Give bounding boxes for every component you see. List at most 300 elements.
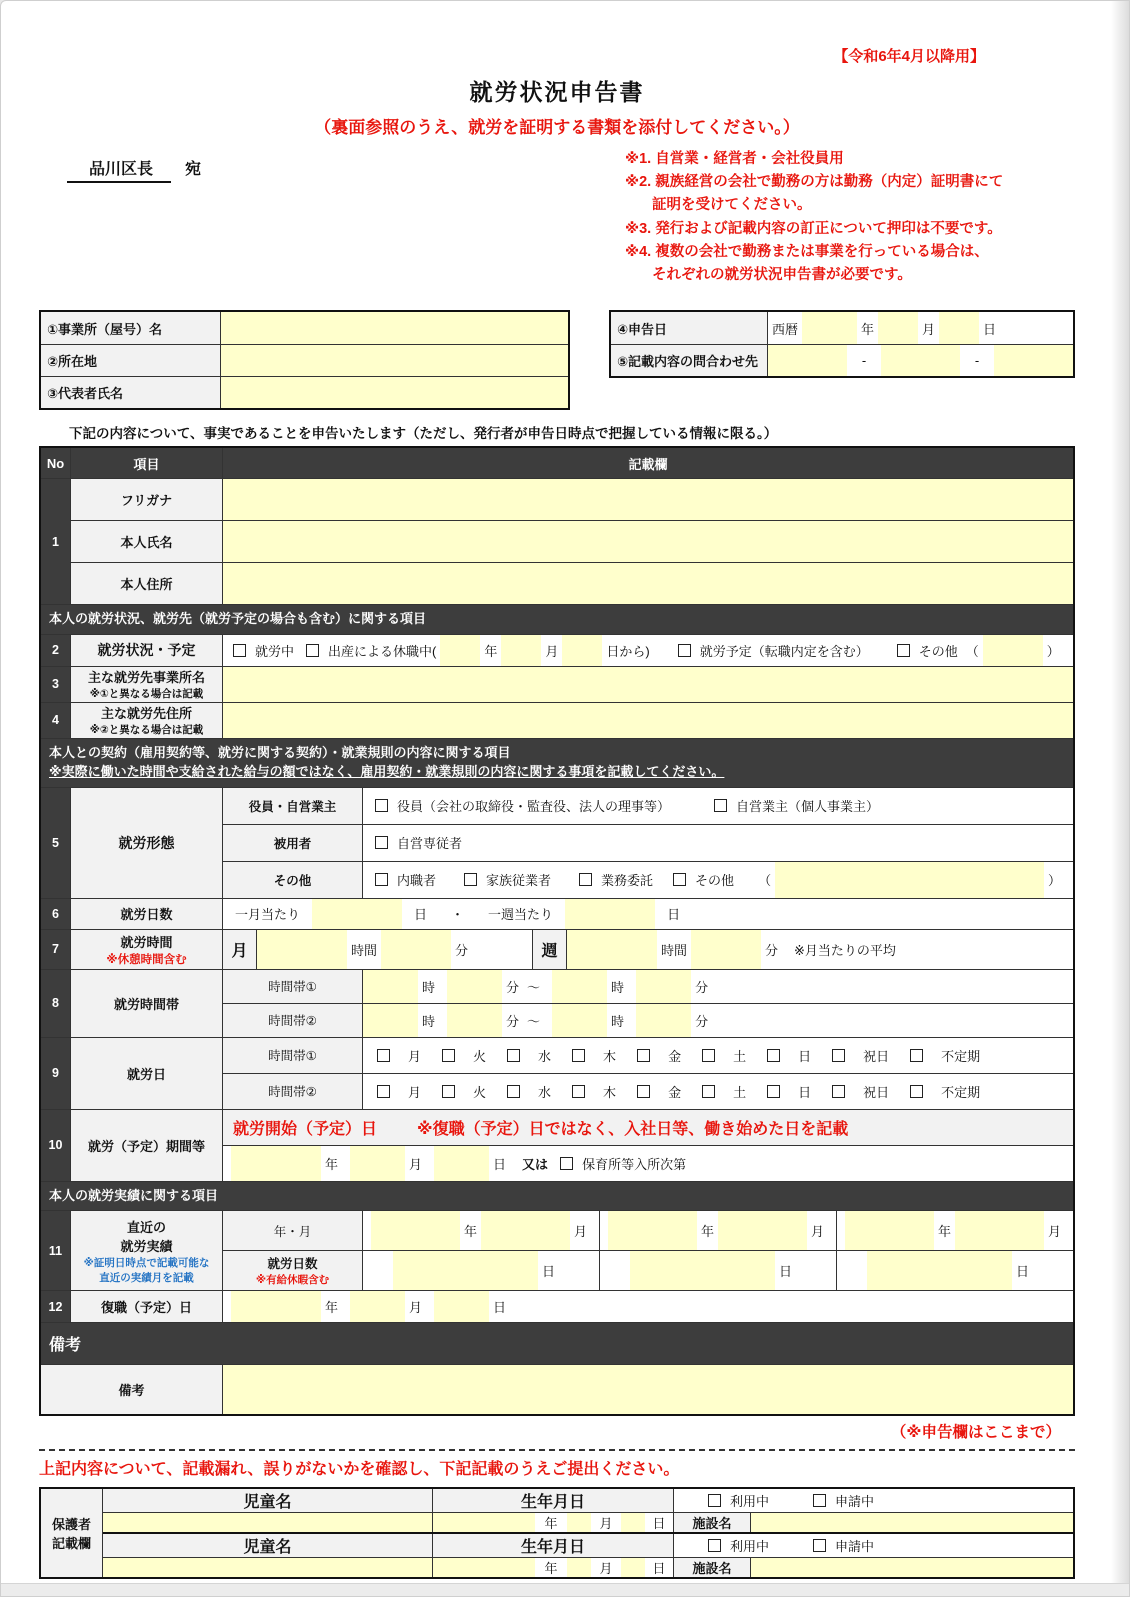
day-label: 水 [538,1084,552,1100]
row-4-no: 4 [41,703,71,738]
checkbox-day-tue-2[interactable] [442,1085,455,1098]
row-2 [41,634,1073,666]
day-label: 祝日 [863,1048,890,1064]
row-4-label: 主な就労先住所 [100,706,192,722]
checkbox-family-worker[interactable] [375,836,388,849]
checkbox-self-employed[interactable] [714,799,727,812]
checkbox-applying-1[interactable] [813,1494,826,1507]
checkbox-applying-2[interactable] [813,1539,826,1552]
workdays-sub-label: 就労日数 [267,1257,318,1272]
row-10-no: 10 [41,1110,71,1181]
maternity-day-input[interactable] [562,635,602,666]
return-month-input[interactable] [350,1291,405,1322]
checkbox-family-employee[interactable] [464,873,477,886]
day-label: 土 [733,1084,747,1100]
checkbox-day-sat-2[interactable] [702,1085,715,1098]
checkbox-day-thu-1[interactable] [572,1049,585,1062]
day-label: 土 [733,1048,747,1064]
phone-dash-1: - [847,345,881,376]
row-12-label: 復職（予定）日 [71,1291,223,1322]
checkbox-nursery-admission[interactable] [560,1157,573,1170]
record-days-2 [599,1251,836,1290]
child-2-name-input[interactable] [103,1558,433,1577]
row-12 [41,1290,1073,1322]
child-2-birth-input[interactable] [433,1558,674,1577]
checkbox-working[interactable] [233,644,246,657]
record-month-2-input[interactable] [718,1211,807,1250]
checkbox-holiday-2[interactable] [832,1085,845,1098]
child-1-input-row [103,1512,1073,1532]
days-per-week-input[interactable] [565,899,655,929]
checkbox-day-thu-2[interactable] [572,1085,585,1098]
facility-2-input[interactable] [751,1558,1073,1577]
addressee-and-notes [39,148,1075,298]
month-minutes-input[interactable] [381,930,451,969]
checkbox-irregular-1[interactable] [910,1049,923,1062]
maternity-month-input[interactable] [501,635,541,666]
band1-start-min-input[interactable] [447,970,502,1003]
declaration-text: 下記の内容について、事実であることを申告いたします（ただし、発行者が申告日時点で把握している情報に限る。） [69,426,778,441]
band1-end-hour-input[interactable] [552,970,607,1003]
start-date-header [223,1110,1073,1145]
checkbox-status-other[interactable] [897,644,910,657]
row-3-label-cell [71,667,223,702]
day-label: 不定期 [941,1048,981,1064]
checkbox-day-sat-1[interactable] [702,1049,715,1062]
start-year-input[interactable] [231,1146,321,1181]
per-month-day-label: 日 [414,907,428,923]
band2-entry [363,1004,1073,1037]
report-day-input[interactable] [939,312,979,344]
child-2-name-header: 児童名 [103,1534,433,1557]
month-label: 月 [922,321,936,337]
form-other-paren-close: ） [1047,873,1061,889]
note-line-5: ※4. 複数の会社で勤務または事業を行っている場合は、 [625,243,989,260]
furigana-label: フリガナ [71,479,223,520]
maternity-year-label: 年 [484,643,498,659]
facility-1-label: 施設名 [674,1513,751,1532]
row-7-week-segment [567,930,1073,969]
row-4 [41,702,1073,738]
record-year-1-label: 年 [463,1224,477,1240]
nursery-label: 保育所等入所次第 [582,1156,687,1172]
family-employee-label: 家族従業者 [486,873,552,889]
report-date-label: ④申告日 [611,312,768,344]
section-contract-line1: 本人との契約（雇用契約等、就労に関する契約）・就業規則の内容に関する項目 [49,744,511,760]
record-month-3 [836,1211,1073,1250]
checkbox-homeworker[interactable] [375,873,388,886]
homeworker-label: 内職者 [397,873,437,889]
report-date-row [768,312,1073,344]
checkbox-day-sun-1[interactable] [767,1049,780,1062]
checkbox-form-other[interactable] [673,873,686,886]
checkbox-irregular-2[interactable] [910,1085,923,1098]
row-6-no: 6 [41,899,71,929]
report-box [609,310,1075,378]
row-9 [41,1037,1073,1109]
self-employed-label: 自営業主（個人事業主） [736,799,880,815]
start-date-entry [223,1146,1073,1181]
return-month-label: 月 [409,1300,423,1316]
child-1-status [674,1489,1073,1512]
phone-part-3[interactable] [994,345,1073,376]
band1-entry [363,970,1073,1003]
business-address-input[interactable] [221,345,568,376]
workday-band2-label: 時間帯② [223,1074,363,1109]
section-work-record: 本人の就労実績に関する項目 [41,1181,1073,1211]
day-label: 不定期 [941,1084,981,1100]
row-5-no: 5 [41,788,71,898]
band1-end-hour-label: 時 [611,979,625,995]
day-label: 木 [603,1048,617,1064]
record-month-1 [363,1211,599,1250]
person-address-label: 本人住所 [71,563,223,604]
record-days-3-input[interactable] [867,1251,1012,1290]
band2-label: 時間帯② [223,1004,363,1037]
phone-part-2[interactable] [881,345,960,376]
addressee [67,156,201,298]
checkbox-holiday-1[interactable] [832,1049,845,1062]
phone-part-1[interactable] [768,345,847,376]
form-other-paren-open: （ [758,873,772,889]
child-2-day-label: 日 [645,1558,673,1577]
paren-close: ） [1046,643,1060,659]
era-label: 西暦 [772,321,799,337]
row-8 [41,969,1073,1037]
record-month-1-label: 月 [573,1224,587,1240]
row-7-no: 7 [41,930,71,969]
day-label: 日 [983,321,997,337]
record-days-2-label: 日 [778,1264,792,1280]
month-minutes-label: 分 [455,942,469,958]
band2-end-hour-input[interactable] [552,1004,607,1037]
band1-start-hour-label: 時 [422,979,436,995]
remarks-label: 備考 [41,1365,223,1414]
band1-end-min-label: 分 [695,979,709,995]
maternity-label: 出産による休職中( [328,643,437,659]
checkbox-day-mon-2[interactable] [377,1085,390,1098]
return-day-input[interactable] [434,1291,489,1322]
record-year-1-input[interactable] [371,1211,460,1250]
workdays-sub-note: ※有給休暇含む [255,1274,330,1287]
record-month-2 [599,1211,836,1250]
day-label: 金 [668,1084,682,1100]
main-table [39,446,1075,1416]
row-11-label-line2: 就労実績 [120,1238,173,1254]
day-label: 火 [473,1084,487,1100]
child-1-year-label: 年 [535,1513,567,1532]
row-9-no: 9 [41,1038,71,1109]
workday-band1-entry [363,1038,1073,1073]
band2-start-min-input[interactable] [447,1004,502,1037]
record-month-1-input[interactable] [481,1211,570,1250]
checkbox-work-planned[interactable] [678,644,691,657]
start-day-label: 日 [493,1156,507,1172]
child-2-input-row [103,1557,1073,1577]
record-year-2-label: 年 [700,1224,714,1240]
checkbox-day-wed-2[interactable] [507,1085,520,1098]
business-name-label: ①事業所（屋号）名 [41,312,221,344]
or-label: 又は [522,1156,549,1172]
return-day-label: 日 [493,1300,507,1316]
row-8-label: 就労時間帯 [71,970,223,1037]
row-6-entry [223,899,1073,929]
remarks-input[interactable] [223,1365,1073,1414]
row-7-label: 就労時間 [120,934,173,950]
record-year-3-input[interactable] [845,1211,934,1250]
band2-tilde: ～ [527,1013,541,1029]
furigana-input[interactable] [223,479,1073,520]
row-4-note: ※②と異なる場合は記載 [89,724,204,737]
note-line-3: 証明を受けてください。 [652,197,812,214]
days-per-month-input[interactable] [312,899,402,929]
row-10 [41,1109,1073,1181]
row-9-label: 就労日 [71,1038,223,1109]
band1-start-hour-input[interactable] [363,970,418,1003]
return-year-label: 年 [325,1300,339,1316]
checkbox-outsourcing[interactable] [579,873,592,886]
table-header-row [41,448,1073,478]
top-info-boxes [39,310,1075,410]
edition-tag: 【令和6年4月以降用】 [833,48,985,65]
week-hours-input[interactable] [567,930,657,969]
submission-instruction: 上記内容について、記載漏れ、誤りがないかを確認し、下記記載のうえご提出ください。 [39,1461,680,1479]
checkbox-in-use-1[interactable] [708,1494,721,1507]
week-hours-label: 時間 [661,942,688,958]
row-11-no: 11 [41,1211,71,1290]
per-month-label: 一月当たり [235,907,301,923]
record-days-1-input[interactable] [393,1251,538,1290]
month-unit-label: 月 [223,930,257,969]
workday-band2-entry [363,1074,1073,1109]
row-7-label-cell [71,930,223,969]
row-5-sub3-label: その他 [223,862,363,898]
header-no: No [41,448,71,478]
child-1-day-label: 日 [645,1513,673,1532]
row-3-no: 3 [41,667,71,702]
status-other-input[interactable] [983,635,1043,666]
checkbox-in-use-2[interactable] [708,1539,721,1552]
header-item: 項目 [71,448,223,478]
checkbox-officer[interactable] [375,799,388,812]
row-6-label: 就労日数 [71,899,223,929]
form-other-input[interactable] [775,862,1044,898]
report-year-input[interactable] [802,312,857,344]
child-2-month-input[interactable] [567,1558,591,1577]
section-divider [39,1449,1075,1451]
row-3-note: ※①と異なる場合は記載 [89,688,204,701]
working-label: 就労中 [255,643,295,659]
row-10-label: 就労（予定）期間等 [71,1110,223,1181]
main-workplace-name-input[interactable] [223,667,1073,702]
checkbox-day-wed-1[interactable] [507,1049,520,1062]
month-hours-input[interactable] [257,930,347,969]
person-address-input[interactable] [223,563,1073,604]
row-11-label-line1: 直近の [126,1219,166,1235]
row-11-note-line1: ※証明日時点で記載可能な [83,1256,210,1269]
main-workplace-address-input[interactable] [223,703,1073,738]
record-month-3-input[interactable] [955,1211,1044,1250]
day-label: 月 [408,1048,422,1064]
day-label: 日 [798,1084,812,1100]
section-contract [41,738,1073,787]
row-1-no: 1 [41,479,71,604]
start-month-input[interactable] [350,1146,405,1181]
child-1-birth-input[interactable] [433,1513,674,1532]
start-date-label: 就労開始（予定）日 [233,1120,378,1138]
employer-box [39,310,570,410]
per-week-label: 一週当たり [488,907,554,923]
scan-edge-right [1111,1,1129,1596]
row-5 [41,787,1073,898]
row-3-label: 主な就労先事業所名 [87,670,205,686]
header-entry: 記載欄 [223,448,1073,478]
band1-tilde: ～ [527,979,541,995]
in-use-label-2: 利用中 [730,1539,770,1555]
remarks-row [41,1364,1073,1414]
guardian-table [39,1487,1075,1579]
start-date-note: ※復職（予定）日ではなく、入社日等、働き始めた日を記載 [417,1120,849,1138]
row-2-entry [223,635,1073,666]
row-12-entry [223,1291,1073,1322]
note-line-6: それぞれの就労状況申告書が必要です。 [652,266,912,283]
maternity-month-label: 月 [545,643,559,659]
checkbox-day-tue-1[interactable] [442,1049,455,1062]
band2-start-min-label: 分 [506,1013,520,1029]
applying-label-2: 申請中 [835,1539,875,1555]
maternity-year-input[interactable] [440,635,480,666]
note-line-2: ※2. 親族経営の会社で勤務の方は勤務（内定）証明書にて [625,174,1004,191]
day-label: 金 [668,1048,682,1064]
checkbox-day-fri-2[interactable] [637,1085,650,1098]
start-month-label: 月 [409,1156,423,1172]
row-5-sub3-entry [363,862,1073,898]
return-year-input[interactable] [231,1291,321,1322]
band1-start-min-label: 分 [506,979,520,995]
representative-input[interactable] [221,377,568,408]
row-5-sub1-label: 役員・自営業主 [223,788,363,824]
facility-1-input[interactable] [751,1513,1073,1532]
status-other-label: その他 [918,643,958,659]
child-1-year-input[interactable] [433,1513,535,1532]
in-use-label-1: 利用中 [730,1494,770,1510]
record-days-3-label: 日 [1015,1264,1029,1280]
phone-dash-2: - [960,345,994,376]
week-minutes-label: 分 [765,942,779,958]
person-name-label: 本人氏名 [71,521,223,562]
workdays-sub-label-cell [223,1251,363,1290]
start-day-input[interactable] [434,1146,489,1181]
paren-open: （ [965,643,979,659]
child-1-day-input[interactable] [621,1513,645,1532]
maternity-day-from-label: 日から) [606,643,650,659]
checkbox-day-mon-1[interactable] [377,1049,390,1062]
row-11-note-line2: 直近の実績月を記載 [99,1271,194,1284]
day-label: 水 [538,1048,552,1064]
child-1-header-row [103,1489,1073,1512]
record-year-2-input[interactable] [608,1211,697,1250]
form-title: 就労状況申告書 [469,79,645,105]
child-1-birth-header: 生年月日 [433,1489,674,1512]
record-month-2-label: 月 [810,1224,824,1240]
day-label: 火 [473,1048,487,1064]
row-1 [41,478,1073,604]
band2-end-hour-label: 時 [611,1013,625,1029]
week-unit-label: 週 [533,930,567,969]
child-2-day-input[interactable] [621,1558,645,1577]
band1-end-min-input[interactable] [636,970,691,1003]
contact-phone-input[interactable] [768,345,1073,376]
child-2-header-row [103,1532,1073,1557]
day-label: 木 [603,1084,617,1100]
officer-label: 役員（会社の取締役・監査役、法人の理事等） [397,799,671,815]
form-subtitle: （裏面参照のうえ、就労を証明する書類を添付してください。） [314,118,800,137]
week-minutes-input[interactable] [691,930,761,969]
row-7-note: ※休憩時間含む [106,953,187,966]
applying-label-1: 申請中 [835,1494,875,1510]
start-year-label: 年 [325,1156,339,1172]
contact-label: ⑤記載内容の問合わせ先 [611,345,768,376]
checkbox-maternity-leave[interactable] [306,644,319,657]
child-2-birth-header: 生年月日 [433,1534,674,1557]
day-label: 月 [408,1084,422,1100]
business-address-label: ②所在地 [41,345,221,376]
representative-label: ③代表者氏名 [41,377,221,408]
form-other-label: その他 [695,873,735,889]
row-5-sub1-entry [363,788,1073,824]
scan-edge-bottom [1,1583,1129,1596]
note-line-4: ※3. 発行および記載内容の訂正について押印は不要です。 [625,220,1002,237]
outsourcing-label: 業務委託 [601,873,654,889]
child-1-name-input[interactable] [103,1513,433,1532]
family-worker-label: 自営専従者 [397,836,463,852]
end-of-declaration-note: （※申告欄はここまで） [890,1424,1061,1442]
year-label: 年 [861,321,875,337]
row-8-no: 8 [41,970,71,1037]
row-11-label-cell [71,1211,223,1290]
child-2-month-label: 月 [591,1558,621,1577]
row-5-sub2-label: 被用者 [223,825,363,861]
row-12-no: 12 [41,1291,71,1322]
child-2-status [674,1534,1073,1557]
record-days-2-input[interactable] [630,1251,775,1290]
band1-label: 時間帯① [223,970,363,1003]
row-7 [41,929,1073,969]
section-work-status: 本人の就労状況、就労先（就労予定の場合も含む）に関する項目 [41,604,1073,634]
monthly-average-note: ※月当たりの平均 [794,942,896,958]
checkbox-day-sun-2[interactable] [767,1085,780,1098]
band2-end-min-input[interactable] [636,1004,691,1037]
business-name-input[interactable] [221,312,568,344]
addressee-name: 品川区長 [67,156,171,183]
row-3 [41,666,1073,702]
row-11 [41,1210,1073,1290]
checkbox-day-fri-1[interactable] [637,1049,650,1062]
row-5-sub2-entry [363,825,1073,861]
child-1-month-input[interactable] [567,1513,591,1532]
child-2-year-input[interactable] [433,1558,535,1577]
record-days-3 [836,1251,1073,1290]
row-2-label: 就労状況・予定 [71,635,223,666]
guardian-section-label [41,1489,103,1577]
person-name-input[interactable] [223,521,1073,562]
addressee-suffix: 宛 [185,161,202,178]
report-month-input[interactable] [878,312,918,344]
guardian-label-line1: 保護者 [51,1517,91,1533]
dot-separator: ・ [451,907,465,923]
band2-start-hour-input[interactable] [363,1004,418,1037]
band2-start-hour-label: 時 [422,1013,436,1029]
